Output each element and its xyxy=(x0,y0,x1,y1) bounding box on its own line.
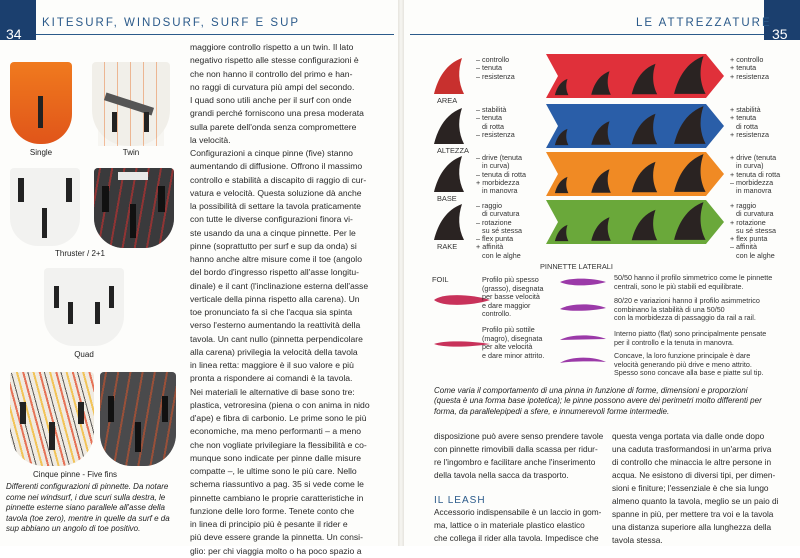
body-line: ma, lattice o in materiale plastico elastico xyxy=(434,520,585,530)
fin-box xyxy=(108,396,114,422)
fin-box xyxy=(144,112,149,132)
left-figure-caption: Differenti configurazioni di pinnette. Da notare come nei windsurf, i due scuri sulla destra, le pinnette esterne siano parallele all'asse della tavola (toe zero), mentre in quelle da surf e da sup abbiano un angolo di toe positivo. xyxy=(6,482,170,533)
body-line: no raggi di curvatura più ampi del secondo. xyxy=(190,81,355,92)
body-line: alla carena) privilegia la velocità della tavola xyxy=(190,346,358,357)
body-line: del bordo d'ingresso rispetto all'asse longitu- xyxy=(190,267,360,278)
board-twin xyxy=(92,62,170,146)
body-line: controllo e stabilità a discapito di raggio di cur- xyxy=(190,174,367,185)
body-line: che non hanno il controllo del primo e han- xyxy=(190,68,353,79)
body-line: con pinnette rimovibili dalla scassa per ridur- xyxy=(434,444,598,454)
body-line: della tavola nella sacca da trasporto. xyxy=(434,470,569,480)
book-gutter xyxy=(398,0,404,546)
body-line: che collega il rider alla tavola. Impedisce che xyxy=(434,533,599,543)
foil-thick-text: Profilo più spesso (grasso), disegnata per basse velocità e dare maggior controllo. xyxy=(482,275,544,319)
lateral-concave-text: Concave, la loro funzione principale è dare velocità generando più drive e meno attrito. Spesso sono concave alla base e piatte sul tip. xyxy=(614,351,764,378)
body-line: pronta a rispondere ai comandi è la tavola. xyxy=(190,373,353,384)
fin-box xyxy=(20,402,26,424)
body-line: schema riassuntivo a pag. 35 si vede come le xyxy=(190,479,364,490)
body-line: di controllo che minaccia le altre persone in xyxy=(612,457,772,467)
fin-box xyxy=(112,112,117,132)
body-line: plastica, vetroresina (piena o con anima in nido xyxy=(190,399,370,410)
board-logo xyxy=(118,172,148,180)
body-line: compatte –, le ultime sono le più care. Nello xyxy=(190,466,357,476)
lateral-5050-profile xyxy=(558,276,608,288)
fin-row-arrow xyxy=(546,200,724,244)
left-body-text xyxy=(190,41,390,558)
fin-row-left-text: – raggio di curvatura – rotazione su sé stessa – flex punta + affinità con le alghe xyxy=(476,201,522,260)
fin-box xyxy=(78,402,84,424)
left-running-head: KITESURF, WINDSURF, SURF E SUP xyxy=(42,17,301,29)
body-line: glio: per chi viaggia molto o ha poco spazio a xyxy=(190,545,362,556)
body-line: una distanza superiore alla lunghezza della xyxy=(612,522,772,532)
body-line: ste usando da una a cinque pinnette. Per le xyxy=(190,227,356,238)
body-line: toe pronunciato fa sì che l'acqua sia spinta xyxy=(190,307,353,317)
board-windsurf-thruster xyxy=(94,168,174,248)
fin-row-icon xyxy=(432,56,466,96)
fin-box xyxy=(66,178,72,202)
fin-row-name: AREA xyxy=(437,96,458,105)
fin-row-icon xyxy=(432,154,466,194)
board-label-thruster: Thruster / 2+1 xyxy=(54,249,106,258)
board-quad xyxy=(44,268,124,346)
fin-box xyxy=(18,178,24,202)
fin-row-arrow xyxy=(546,152,724,196)
leash-heading: IL LEASH xyxy=(434,495,486,506)
right-figure-caption: Come varia il comportamento di una pinna in funzione di forme, dimensioni e proporzioni (questa è una forma base ipotetica); le pinne possono avere dei perimetri molto differenti per forma, da parallelepipedi a sfere, e innumerevoli forme intermedie. xyxy=(434,386,762,416)
fin-box xyxy=(158,186,165,212)
body-line: tavola. Un cant nullo (pinnetta perpendicolare xyxy=(190,333,363,344)
board-label-five-fins: Cinque pinne - Five fins xyxy=(32,470,118,479)
foil-label: FOIL xyxy=(432,275,449,284)
fin-row-right-text: + drive (tenuta in curva) + tenuta di rotta – morbidezza in manovra xyxy=(730,153,781,196)
body-line: pinne (soprattutto per surf e sup da onda) si xyxy=(190,240,357,251)
fin-box xyxy=(54,286,59,308)
fin-row-name: ALTEZZA xyxy=(437,146,469,155)
right-running-head: LE ATTREZZATURE xyxy=(636,17,772,29)
body-line: munque sono indicate per pinne dalle misure xyxy=(190,452,362,463)
lateral-concave-profile xyxy=(558,355,608,367)
body-line: economiche, ma meno performanti – a meno xyxy=(190,426,362,437)
body-line: almeno quanto la tavola, meglio se un paio di xyxy=(612,496,779,506)
body-line: d'ape) e fibra di carbonio. Le prime sono le più xyxy=(190,413,367,423)
body-line: dinale) e il cant (l'inclinazione esterna dell'asse xyxy=(190,280,369,291)
body-line: re l'ingombro e facilitare anche l'inserimento xyxy=(434,457,596,467)
lateral-flat-text: Interno piatto (flat) sono principalmente pensate per il controllo e la tenuta in manovra. xyxy=(614,329,767,347)
fin-row-right-text: + controllo + tenuta + resistenza xyxy=(730,55,769,81)
right-head-rule xyxy=(410,34,764,35)
body-line: Configurazioni a cinque pinne (five) stanno xyxy=(190,148,353,158)
body-line: sioni e finiture; l'essenziale è che sia lungo xyxy=(612,483,769,493)
fin-row-arrow xyxy=(546,54,724,98)
body-line: questa venga portata via dalle onde dopo xyxy=(612,431,765,441)
body-line: con tutte le diverse configurazioni finora vi- xyxy=(190,214,353,225)
right-column-1b-text xyxy=(434,506,614,545)
body-line: funzione delle loro forme. Tenete conto che xyxy=(190,505,355,516)
right-column-1-text xyxy=(434,430,614,482)
body-line: Accessorio indispensabile è un laccio in gom- xyxy=(434,507,602,517)
body-line: vatura e velocità. Questa soluzione dà anche xyxy=(190,187,362,198)
body-line: I quad sono utili anche per il surf con onde xyxy=(190,95,352,105)
fin-row-icon xyxy=(432,106,466,146)
body-line: spanne in più, per mettere tra voi e la tavola xyxy=(612,509,774,519)
fin-row-name: RAKE xyxy=(437,242,458,251)
body-line: acqua. Ne esistono di diversi tipi, per dimen- xyxy=(612,470,776,480)
fin-box xyxy=(102,186,109,212)
fin-box xyxy=(49,422,55,450)
body-line: aumentando di diffusione. Offrono il massimo xyxy=(190,161,363,172)
body-line: una caduta trasformandosi in un'arma priva xyxy=(612,444,772,454)
body-line: la velocità. xyxy=(190,134,231,145)
fin-row-arrow xyxy=(546,104,724,148)
left-head-rule xyxy=(36,34,394,35)
body-line: in linea di principio più è pesante il rider e xyxy=(190,519,348,529)
fin-row-name: BASE xyxy=(437,194,457,203)
body-line: sulla parete dell'onda senza compromettere xyxy=(190,121,357,132)
fin-box xyxy=(109,286,114,308)
board-label-single: Single xyxy=(29,148,53,157)
lateral-8020-profile xyxy=(558,302,608,314)
fin-box xyxy=(130,204,136,238)
board-label-twin: Twin xyxy=(122,148,140,157)
fin-box xyxy=(95,302,100,324)
fin-row-left-text: – drive (tenuta in curva) – tenuta di rotta + morbidezza in manovra xyxy=(476,153,526,196)
fin-row-right-text: + raggio di curvatura + rotazione su sé stessa + flex punta – affinità con le alghe xyxy=(730,201,776,260)
body-line: pinnette cambiano le proprie caratteristiche in xyxy=(190,492,364,503)
body-line: la possibilità di settare la tavola praticamente xyxy=(190,201,362,211)
body-line: più deve essere grande la pinnetta. Un consi- xyxy=(190,532,363,543)
body-line: verticale della pinna rispetto alla carena). Un xyxy=(190,293,360,304)
board-label-quad: Quad xyxy=(74,350,94,359)
body-line: verso l'esterno aumentando la reattività della xyxy=(190,320,361,331)
fin-row-icon xyxy=(432,202,466,242)
lateral-8020-text: 80/20 e variazioni hanno il profilo asimmetrico combinano la stabilità di una 50/50 con la morbidezza di passaggio da rail a rail. xyxy=(614,296,760,323)
fin-box xyxy=(162,396,168,422)
right-column-2-text xyxy=(612,430,792,547)
fin-box xyxy=(68,302,73,324)
fin-box xyxy=(42,208,47,238)
body-line: che non vogliate privilegiare la flessibilità e co- xyxy=(190,439,367,450)
body-line: hanno anche altre misure come il toe (angolo xyxy=(190,254,362,264)
board-windsurf-five xyxy=(100,372,176,466)
body-line: grandi perché forniscono una presa moderata xyxy=(190,108,364,119)
body-line: tavola stessa. xyxy=(612,535,663,545)
body-line: disposizione può avere senso prendere tavole xyxy=(434,431,604,441)
board-thruster xyxy=(10,168,80,246)
fin-row-left-text: – stabilità – tenuta di rotta – resistenza xyxy=(476,105,515,139)
lateral-flat-profile xyxy=(558,332,608,344)
body-line: in linea retta: maggiore è il suo valore e più xyxy=(190,360,354,370)
fin-box xyxy=(38,96,43,128)
fin-row-left-text: – controllo – tenuta – resistenza xyxy=(476,55,515,81)
lateral-5050-text: 50/50 hanno il profilo simmetrico come le pinnette centrali, sono le più stabili ed equilibrate. xyxy=(614,273,773,291)
fin-box xyxy=(135,422,141,452)
board-five-fins xyxy=(10,372,94,466)
fin-row-right-text: + stabilità + tenuta di rotta + resistenza xyxy=(730,105,769,139)
body-line: negativo rispetto alle stesse configurazioni è xyxy=(190,55,359,66)
board-single xyxy=(10,62,72,144)
body-line: maggiore controllo rispetto a un twin. Il lato xyxy=(190,42,354,52)
body-line: Nei materiali le alternative di base sono tre: xyxy=(190,386,355,397)
foil-thin-text: Profilo più sottile (magro), disegnata per alte velocità e dare minor attrito. xyxy=(482,325,545,360)
left-page-number: 34 xyxy=(6,26,22,42)
lateral-fins-label: PINNETTE LATERALI xyxy=(540,262,613,271)
right-page-number: 35 xyxy=(772,26,788,42)
